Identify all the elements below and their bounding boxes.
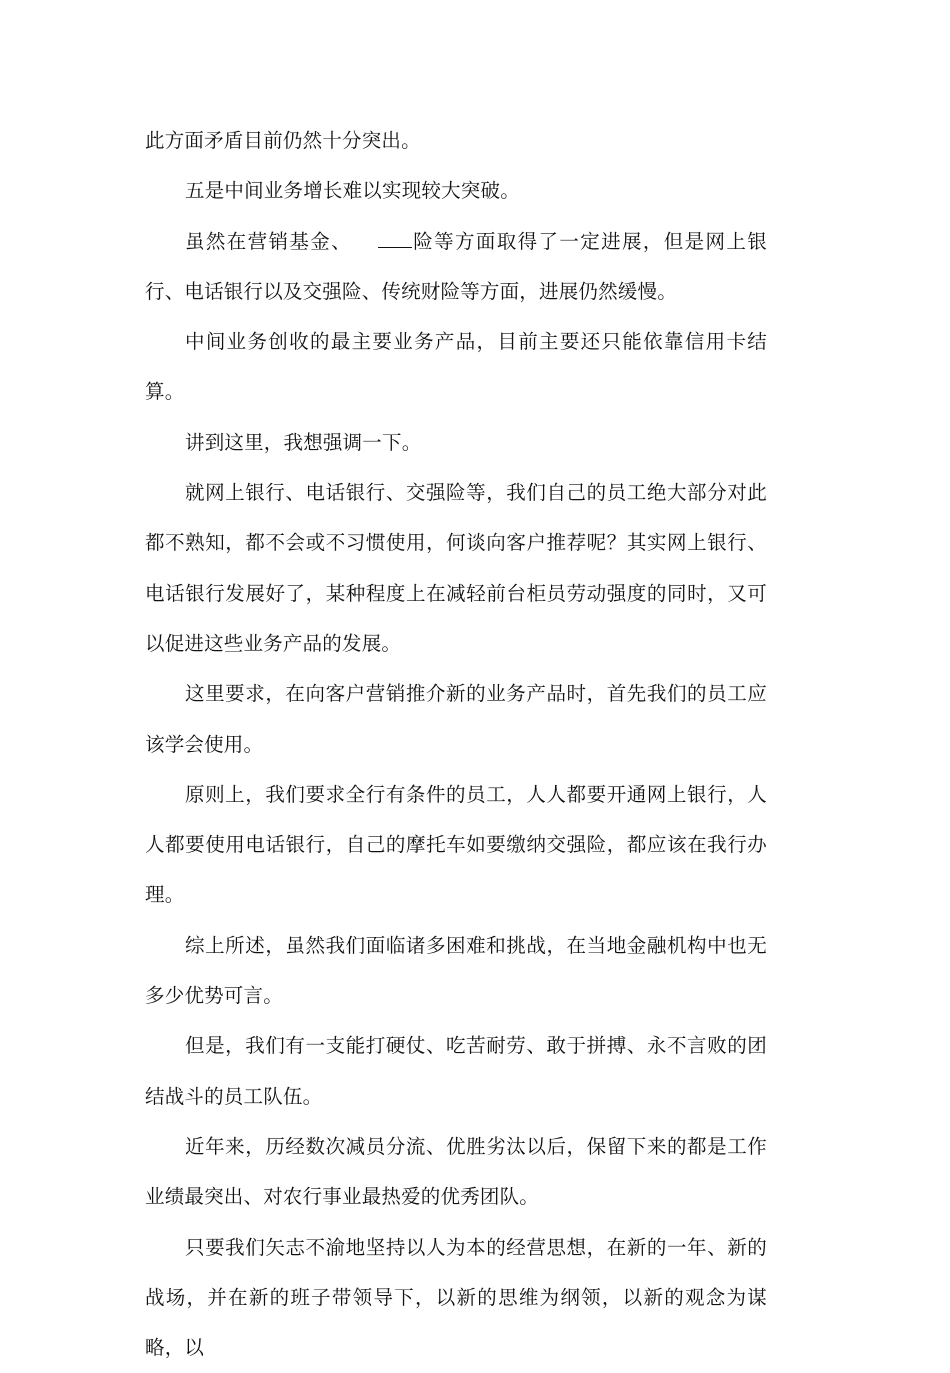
- paragraph-4: 中间业务创收的最主要业务产品，目前主要还只能依靠信用卡结算。: [145, 330, 767, 404]
- paragraph-9: 综上所述，虽然我们面临诸多困难和挑战，在当地金融机构中也无多少优势可言。: [145, 933, 767, 1008]
- paragraph-1: 此方面矛盾目前仍然十分突出。: [145, 129, 421, 152]
- paragraph-3-before-blank: 虽然在营销基金、: [185, 229, 353, 253]
- fill-in-blank: [378, 229, 412, 248]
- paragraph-2: 五是中间业务增长难以实现较大突破。: [185, 179, 520, 203]
- paragraph-6: 就网上银行、电话银行、交强险等，我们自己的员工绝大部分对此都不熟知，都不会或不习惯使用，何谈向客户推荐呢？其实网上银行、电话银行发展好了，某种程度上在减轻前台柜员劳动强度的同时，又可以促进这些业务产品的发展。: [145, 481, 767, 655]
- paragraph-7: 这里要求，在向客户营销推介新的业务产品时，首先我们的员工应该学会使用。: [145, 682, 767, 756]
- paragraph-3-after-blank: 险等方面取得了一定进展，但是网上银行、电话银行以及交强险、传统财险等方面，进展仍然缓慢。: [145, 229, 767, 303]
- paragraph-3: [145, 217, 767, 318]
- paragraph-8: 原则上，我们要求全行有条件的员工，人人都要开通网上银行，人人都要使用电话银行，自己的摩托车如要缴纳交强险，都应该在我行办理。: [145, 782, 767, 907]
- paragraph-5: 讲到这里，我想强调一下。: [185, 430, 422, 454]
- paragraph-11: 近年来，历经数次减员分流、优胜劣汰以后，保留下来的都是工作业绩最突出、对农行事业最热爱的优秀团队。: [145, 1134, 767, 1209]
- paragraph-12: 只要我们矢志不渝地坚持以人为本的经营思想，在新的一年、新的战场，并在新的班子带领导下，以新的思维为纲领，以新的观念为谋略，以: [145, 1235, 767, 1360]
- document-body: [145, 116, 767, 1373]
- paragraph-10: 但是，我们有一支能打硬仗、吃苦耐劳、敢于拼搏、永不言败的团结战斗的员工队伍。: [145, 1034, 767, 1108]
